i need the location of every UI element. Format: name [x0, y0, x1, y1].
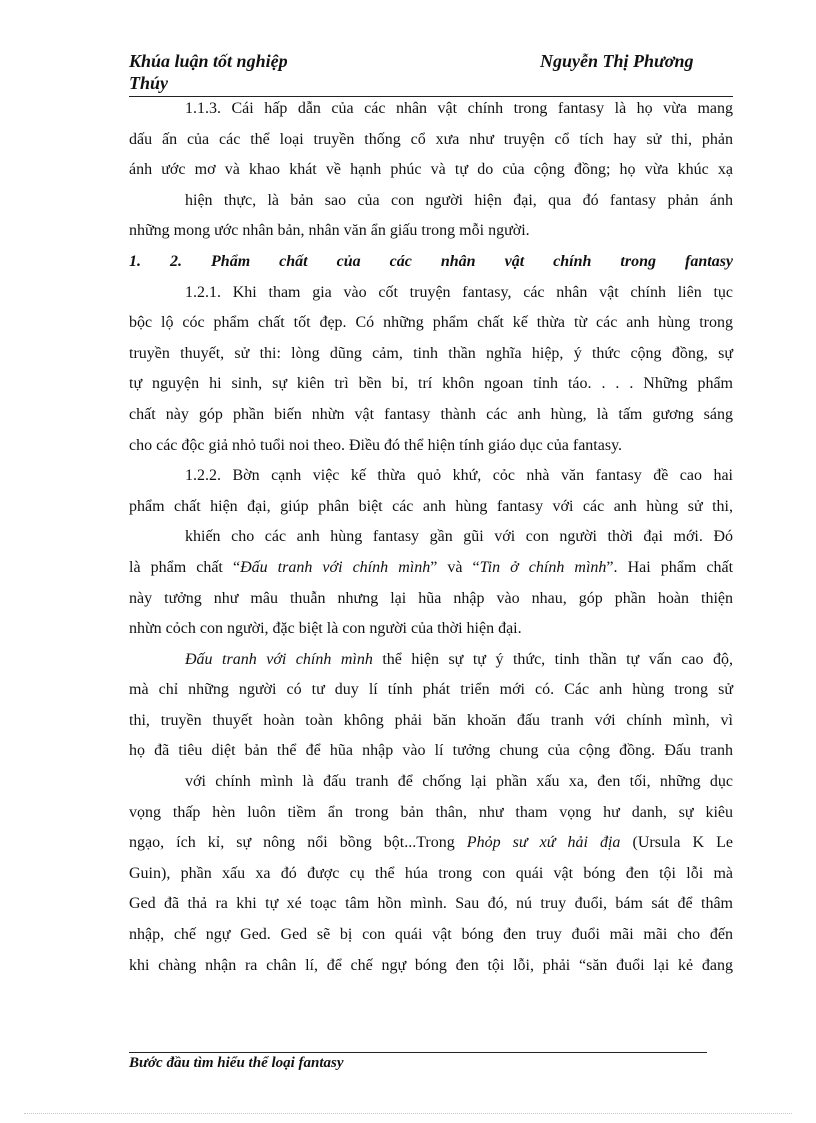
text-line: khi chàng nhận ra chân lí, để chế ngự bóng đen tội lỗi, phải “săn đuổi lại kẻ đang [129, 956, 733, 974]
text-line: tự nguyện hi sinh, sự kiên trì bền bỉ, trí khôn ngoan tỉnh táo. . . . Những phẩm [129, 375, 733, 393]
header-title-line1: Khúa luận tốt nghiệp [129, 51, 288, 71]
text-line [129, 828, 733, 859]
text-line: Ged đã thả ra khi tự xé toạc tâm hồn mình. Sau đó, nú truy đuổi, bám sát để thâm [129, 895, 733, 913]
heading-word: 1. [129, 252, 141, 270]
text-run: thể hiện sự tự ý thức, tinh thần tự vấn cao độ, [372, 650, 734, 668]
italic-phrase: Đấu tranh với chính mình [240, 558, 431, 576]
heading-word: chất [279, 252, 308, 270]
text-run: ” và “ [430, 558, 480, 576]
text-line: này tưởng như mâu thuẫn nhưng lại hũa nhập vào nhau, góp phần hoàn thiện [129, 589, 733, 607]
text-line: 1.2.2. Bờn cạnh việc kế thừa quỏ khứ, cỏc nhà văn fantasy đề cao hai [185, 467, 733, 485]
header-left [129, 50, 288, 94]
italic-phrase: Tin ở chính mình [479, 558, 607, 576]
text-line: hiện thực, là bản sao của con người hiện đại, qua đó fantasy phản ánh [185, 191, 733, 209]
text-line [129, 553, 733, 584]
text-line [129, 645, 733, 676]
heading-word: nhân [440, 252, 476, 270]
page-boundary [24, 1113, 792, 1114]
text-line: dấu ấn của các thể loại truyền thống cổ xưa như truyện cổ tích hay sử thi, phản [129, 130, 733, 148]
text-line: nhập, chế ngự Ged. Ged sẽ bị con quái vật bóng đen truy đuổi mãi mãi cho đến [129, 926, 733, 944]
text-run: (Ursula K Le [620, 834, 733, 852]
text-line: phẩm chất hiện đại, giúp phân biệt các anh hùng fantasy với các anh hùng sử thi, [129, 497, 733, 515]
text-line: khiến cho các anh hùng fantasy gần gũi với con người thời đại mới. Đó [185, 528, 733, 546]
text-line: với chính mình là đấu tranh để chống lại phần xấu xa, đen tối, những dục [185, 773, 733, 791]
text-run: ngạo, ích kỉ, sự nông nổi bồng bột...Trong [129, 834, 467, 852]
heading-word: Phẩm [211, 252, 251, 270]
heading-word: fantasy [685, 252, 734, 270]
text-line: vọng thấp hèn luôn tiềm ẩn trong bản thân, như tham vọng hư danh, sự kiêu [129, 803, 733, 821]
text-line: 1.1.3. Cái hấp dẫn của các nhân vật chính trong fantasy là họ vừa mang [185, 100, 733, 117]
text-line: chất này góp phần biến nhừn vật fantasy thành các anh hùng, là tấm gương sáng [129, 405, 733, 423]
heading-word: trong [620, 252, 656, 270]
section-heading [129, 247, 733, 278]
italic-phrase: Đấu tranh với chính mình [185, 650, 373, 668]
heading-word: các [389, 252, 412, 270]
text-line: 1.2.1. Khi tham gia vào cốt truyện fantasy, các nhân vật chính liên tục [185, 283, 733, 301]
footer-title: Bước đầu tìm hiểu thể loại fantasy [129, 1055, 344, 1071]
text-run: ”. Hai phẩm chất [606, 558, 734, 576]
book-title: Phỏp sư xứ hải địa [466, 834, 621, 852]
header-author: Nguyễn Thị Phương [540, 51, 694, 71]
heading-word: 2. [170, 252, 183, 270]
text-line: ánh ước mơ và khao khát về hạnh phúc và tự do của cộng đồng; họ vừa khúc xạ [129, 161, 733, 179]
document-body [129, 94, 733, 981]
footer-divider [129, 1052, 707, 1053]
text-line: những mong ước nhân bản, nhân văn ẩn giấu trong mỗi người. [129, 222, 530, 240]
text-line: cho các độc giả nhỏ tuổi noi theo. Điều đó thể hiện tính giáo dục của fantasy. [129, 436, 623, 454]
text-line: nhừn cỏch con người, đặc biệt là con người của thời hiện đại. [129, 620, 522, 638]
text-line: mà chỉ những người có tư duy lí tính phát triển mới có. Các anh hùng trong sử [129, 681, 733, 699]
text-line: Guin), phần xấu xa đó được cụ thể húa trong con quái vật bóng đen tội lỗi mà [129, 864, 733, 882]
text-run: là phẩm chất “ [129, 558, 241, 576]
heading-word: của [336, 252, 361, 270]
header-title-line2: Thúy [129, 73, 169, 93]
text-line: bộc lộ cóc phẩm chất tốt đẹp. Có những phẩm chất kế thừa từ các anh hùng trong [129, 314, 733, 332]
text-line: thi, truyền thuyết hoàn toàn không phải băn khoăn đấu tranh với chính mình, vì [129, 711, 733, 729]
text-line: truyền thuyết, sử thi: lòng dũng cảm, tinh thần nghĩa hiệp, ý thức cộng đồng, sự [129, 344, 733, 362]
text-line: họ đã tiêu diệt bản thể để hũa nhập vào lí tưởng chung của cộng đồng. Đấu tranh [129, 742, 733, 760]
heading-word: chính [553, 252, 592, 270]
heading-word: vật [504, 252, 525, 270]
